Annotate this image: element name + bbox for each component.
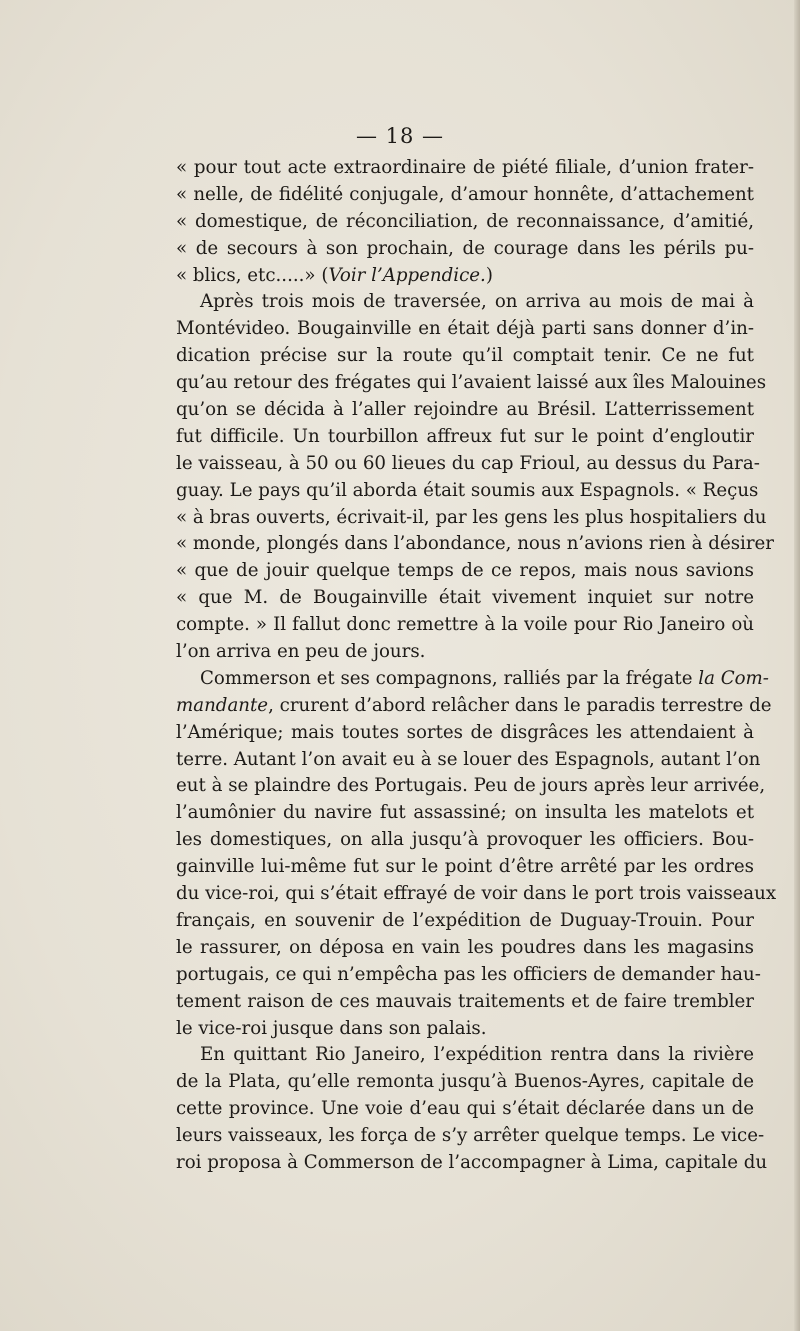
paragraph-start xyxy=(176,1042,754,1069)
text-segment: le vaisseau, à 50 ou 60 lieues du cap Frioul, au dessus du Para- xyxy=(176,452,760,474)
text-segment: cette province. Une voie d’eau qui s’était déclarée dans un de xyxy=(176,1098,754,1120)
text-segment: l’Amérique; mais toutes sortes de disgrâces les attendaient à xyxy=(176,721,754,743)
text-line xyxy=(176,370,767,397)
text-segment: En quittant Rio Janeiro, l’expédition rentra dans la rivière xyxy=(200,1044,754,1066)
text-line xyxy=(176,1150,768,1177)
text-segment: qu’au retour des frégates qui l’avaient laissé aux îles Malouines xyxy=(176,372,767,394)
text-segment: l’on arriva en peu de jours. xyxy=(176,641,426,663)
text-line xyxy=(176,263,754,290)
text-segment: les domestiques, on alla jusqu’à provoquer les officiers. Bou- xyxy=(176,829,754,851)
text-segment: « que M. de Bougainville était vivement inquiet sur notre xyxy=(176,587,754,609)
text-segment: « monde, plongés dans l’abondance, nous n’avions rien à désirer xyxy=(176,533,775,555)
text-segment: le vice-roi jusque dans son palais. xyxy=(176,1017,487,1039)
text-line xyxy=(176,1096,754,1123)
text-line xyxy=(176,531,775,558)
appendix-reference: Voir l’Appendice. xyxy=(328,264,486,286)
text-segment: Après trois mois de traversée, on arriva au mois de mai à xyxy=(200,291,754,313)
text-segment: , crurent d’abord relâcher dans le paradis terrestre de xyxy=(268,694,772,716)
text-line xyxy=(176,1016,754,1043)
text-line xyxy=(176,612,754,639)
text-segment: du vice-roi, qui s’était effrayé de voir dans le port trois vaisseaux xyxy=(176,883,777,905)
text-line xyxy=(176,693,772,720)
text-segment: eut à se plaindre des Portugais. Peu de jours après leur arrivée, xyxy=(176,775,766,797)
text-line xyxy=(176,236,754,263)
text-line xyxy=(176,773,766,800)
text-segment: guay. Le pays qu’il aborda était soumis aux Espagnols. « Reçus xyxy=(176,479,759,501)
text-segment: Commerson et ses compagnons, ralliés par la frégate xyxy=(200,667,699,689)
text-line xyxy=(176,343,754,370)
text-line xyxy=(176,881,777,908)
text-line xyxy=(176,585,754,612)
text-segment: tement raison de ces mauvais traitements et de faire trembler xyxy=(176,990,754,1012)
text-line xyxy=(176,209,754,236)
text-line xyxy=(176,397,754,424)
text-line xyxy=(176,989,754,1016)
page-number: — 18 — xyxy=(355,124,445,148)
text-line xyxy=(176,478,759,505)
text-segment: « pour tout acte extraordinaire de piété filiale, d’union frater- xyxy=(176,157,754,178)
text-segment: « que de jouir quelque temps de ce repos, mais nous savions xyxy=(176,560,754,582)
text-segment: qu’on se décida à l’aller rejoindre au Brésil. L’atterrissement xyxy=(176,399,754,421)
text-line xyxy=(176,908,754,935)
text-line xyxy=(176,424,754,451)
paragraph-start xyxy=(176,666,769,693)
text-line xyxy=(176,747,761,774)
text-segment: leurs vaisseaux, les força de s’y arrêter quelque temps. Le vice- xyxy=(176,1125,765,1147)
text-segment: dication précise sur la route qu’il comptait tenir. Ce ne fut xyxy=(176,345,754,367)
text-segment: roi proposa à Commerson de l’accompagner à Lima, capitale du xyxy=(176,1151,768,1173)
ship-name: mandante xyxy=(176,694,269,716)
text-segment: terre. Autant l’on avait eu à se louer des Espagnols, autant l’on xyxy=(176,748,761,770)
body-text xyxy=(176,155,777,1177)
text-segment: gainville lui-même fut sur le point d’être arrêté par les ordres xyxy=(176,856,754,878)
text-segment: portugais, ce qui n’empêcha pas les officiers de demander hau- xyxy=(176,963,761,985)
text-segment: « à bras ouverts, écrivait-il, par les gens les plus hospitaliers du xyxy=(176,506,767,528)
text-segment: « de secours à son prochain, de courage dans les périls pu- xyxy=(176,237,754,259)
text-line xyxy=(176,1123,765,1150)
text-segment: le rassurer, on déposa en vain les poudres dans les magasins xyxy=(176,936,754,958)
text-line xyxy=(176,155,754,182)
text-line xyxy=(176,935,754,962)
text-line xyxy=(176,639,754,666)
text-line xyxy=(176,505,767,532)
text-line xyxy=(176,1069,754,1096)
text-line xyxy=(176,827,754,854)
text-line xyxy=(176,558,754,585)
text-line xyxy=(176,854,754,881)
text-segment: ) xyxy=(485,264,493,286)
text-segment: l’aumônier du navire fut assassiné; on insulta les matelots et xyxy=(176,802,754,824)
text-line xyxy=(176,800,754,827)
text-segment: français, en souvenir de l’expédition de Duguay-Trouin. Pour xyxy=(176,909,754,931)
ship-name: la Com- xyxy=(698,667,769,689)
text-segment: compte. » Il fallut donc remettre à la voile pour Rio Janeiro où xyxy=(176,614,754,636)
page-edge xyxy=(794,0,800,1331)
text-line xyxy=(176,451,760,478)
paragraph-start xyxy=(176,289,754,316)
text-line xyxy=(176,720,754,747)
text-segment: Montévideo. Bougainville en était déjà parti sans donner d’in- xyxy=(176,318,754,340)
text-line xyxy=(176,962,761,989)
text-segment: « domestique, de réconciliation, de reconnaissance, d’amitié, xyxy=(176,210,754,232)
text-segment: de la Plata, qu’elle remonta jusqu’à Buenos-Ayres, capitale de xyxy=(176,1071,754,1093)
text-line xyxy=(176,182,754,209)
text-line xyxy=(176,316,754,343)
text-segment: fut difficile. Un tourbillon affreux fut sur le point d’engloutir xyxy=(176,425,754,447)
text-segment: « blics, etc.....» ( xyxy=(176,264,329,286)
text-segment: « nelle, de fidélité conjugale, d’amour honnête, d’attachement xyxy=(176,183,754,205)
